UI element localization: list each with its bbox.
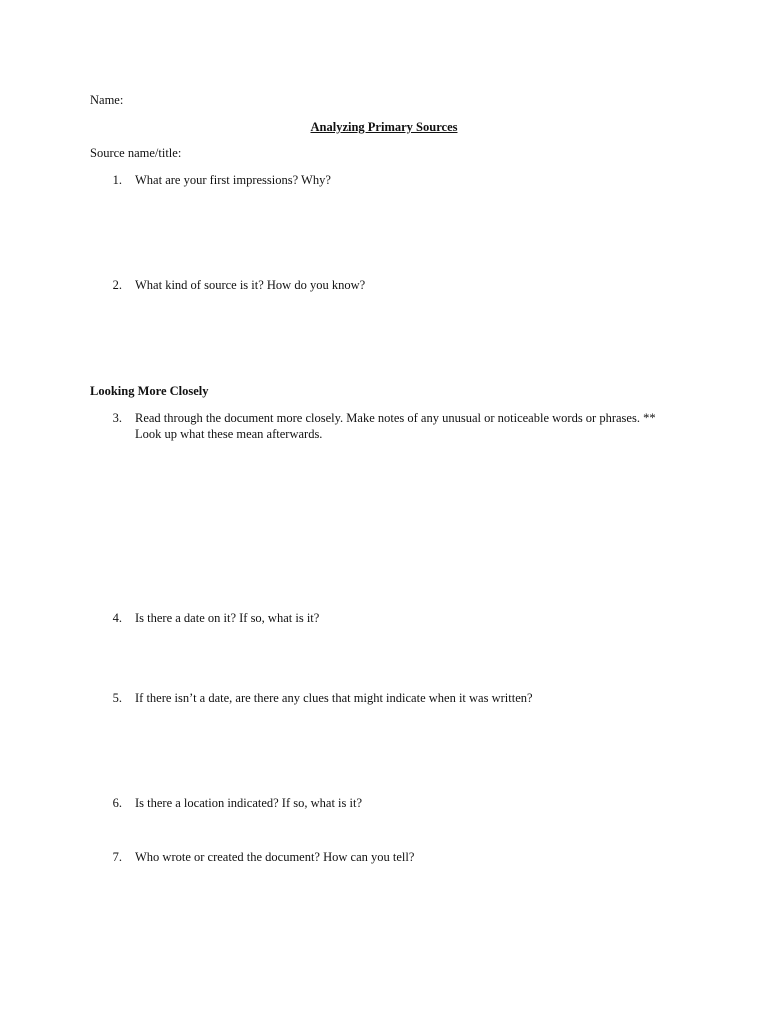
question-text: What kind of source is it? How do you know? bbox=[135, 278, 366, 292]
section-heading: Looking More Closely bbox=[90, 384, 209, 398]
question-text: What are your first impressions? Why? bbox=[135, 173, 331, 187]
question-text: Who wrote or created the document? How can you tell? bbox=[135, 850, 415, 864]
question-number: 1. bbox=[112, 173, 122, 187]
question-number: 2. bbox=[112, 278, 122, 292]
question-number: 4. bbox=[112, 611, 122, 625]
question-number: 7. bbox=[112, 850, 122, 864]
worksheet-title: Analyzing Primary Sources bbox=[310, 120, 458, 134]
question-text: If there isn’t a date, are there any clues that might indicate when it was written? bbox=[135, 691, 533, 705]
question-number: 5. bbox=[112, 691, 122, 705]
question-number: 6. bbox=[112, 796, 122, 810]
name-label: Name: bbox=[90, 93, 124, 107]
question-number: 3. bbox=[112, 411, 122, 425]
question-text: Is there a location indicated? If so, what is it? bbox=[135, 796, 363, 810]
question-text: Is there a date on it? If so, what is it? bbox=[135, 611, 320, 625]
question-text: Read through the document more closely. Make notes of any unusual or noticeable words or phrases. ** Look up what these mean afterwards. bbox=[135, 411, 656, 441]
source-name-label: Source name/title: bbox=[90, 146, 182, 160]
